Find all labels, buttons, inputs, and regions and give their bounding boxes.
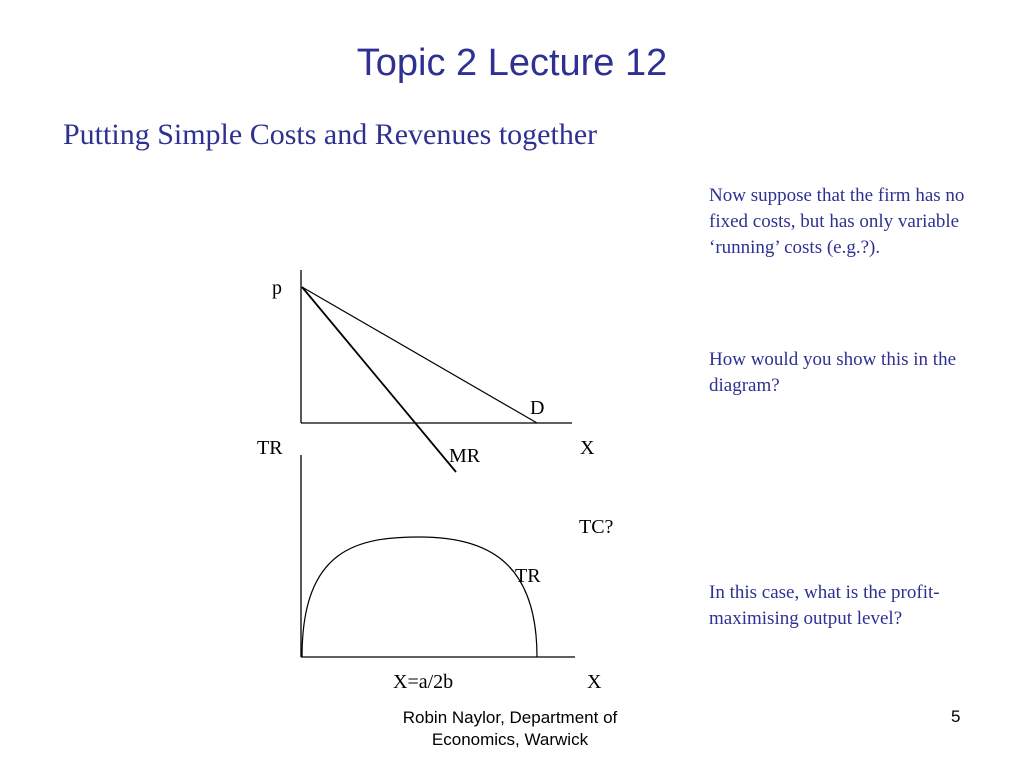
bottom-y-axis-label: TR	[257, 437, 283, 459]
footer-author: Robin Naylor, Department of Economics, Warwick	[402, 708, 618, 749]
demand-line	[302, 287, 537, 423]
total-cost-question-label: TC?	[579, 516, 614, 538]
demand-label: D	[530, 397, 545, 419]
marginal-revenue-line	[302, 287, 456, 472]
total-revenue-label: TR	[515, 565, 541, 587]
slide-subtitle: Putting Simple Costs and Revenues together	[63, 118, 598, 151]
top-y-axis-label: p	[272, 277, 282, 299]
page-number: 5	[951, 707, 961, 726]
total-revenue-curve	[302, 537, 537, 657]
note-show-in-diagram: How would you show this in the diagram?	[709, 349, 956, 396]
marginal-revenue-label: MR	[449, 445, 481, 467]
note-fixed-costs: Now suppose that the firm has no fixed costs, but has only variable ‘running’ costs (e.g.?).	[709, 185, 965, 258]
slide-title: Topic 2 Lecture 12	[356, 42, 668, 84]
top-x-axis-label: X	[580, 437, 595, 459]
bottom-x-axis-label: X	[587, 671, 602, 693]
note-profit-max: In this case, what is the profit-maximising output level?	[709, 582, 940, 629]
output-peak-label: X=a/2b	[393, 671, 454, 693]
